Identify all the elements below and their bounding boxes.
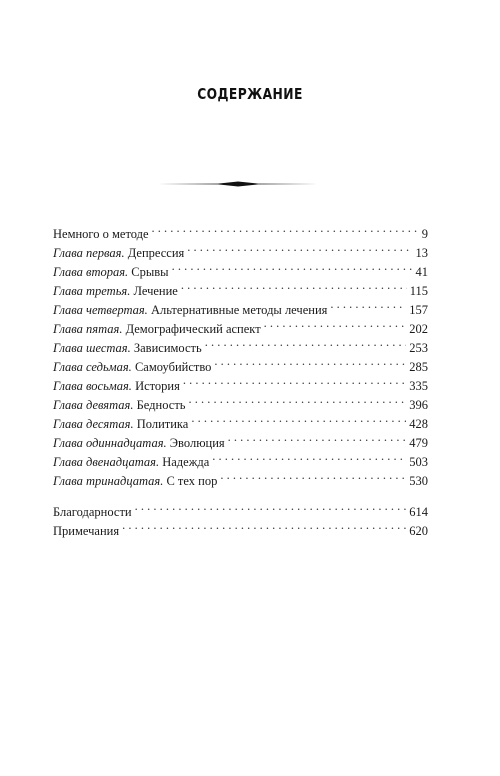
toc-entry-label bbox=[53, 415, 188, 434]
toc-leader-dots bbox=[181, 276, 407, 295]
toc-entry-label bbox=[53, 472, 217, 491]
toc-chapter-number: Глава шестая. bbox=[53, 341, 131, 355]
toc-chapter-title: С тех пор bbox=[166, 474, 218, 488]
toc-chapter-number: Глава пятая. bbox=[53, 322, 123, 336]
toc-chapter-title: Зависимость bbox=[133, 341, 202, 355]
toc-chapter-title: Лечение bbox=[133, 284, 178, 298]
toc-chapter-title: Депрессия bbox=[127, 246, 185, 260]
toc-page-number: 530 bbox=[409, 474, 428, 488]
toc-page-number: 202 bbox=[409, 322, 428, 336]
toc-chapter-title: История bbox=[135, 379, 180, 393]
toc-page-number: 479 bbox=[409, 436, 428, 450]
toc-entry-label bbox=[53, 339, 202, 358]
toc-leader-dots bbox=[264, 314, 407, 333]
toc-chapter-title: Эволюция bbox=[169, 436, 225, 450]
toc-entry-label bbox=[53, 503, 132, 522]
toc-entry-label bbox=[53, 396, 186, 415]
toc-leader-dots bbox=[212, 447, 406, 466]
toc-entry-label bbox=[53, 453, 209, 472]
toc-page-number: 157 bbox=[409, 303, 428, 317]
toc-leader-dots bbox=[187, 238, 412, 257]
toc-leader-dots bbox=[122, 516, 406, 535]
toc-leader-dots bbox=[152, 219, 419, 238]
toc-chapter-number: Глава первая. bbox=[53, 246, 125, 260]
toc-chapter-title: Политика bbox=[136, 417, 189, 431]
toc-leader-dots bbox=[330, 295, 406, 314]
ornament-divider bbox=[158, 178, 318, 190]
toc-leader-dots bbox=[189, 390, 407, 409]
toc-page-number: 614 bbox=[409, 505, 428, 519]
toc-page-number: 13 bbox=[415, 246, 428, 260]
toc-leader-dots bbox=[220, 466, 406, 485]
toc-chapter-number: Глава двенадцатая. bbox=[53, 455, 160, 469]
toc-chapter-number: Глава десятая. bbox=[53, 417, 134, 431]
toc-page-number: 9 bbox=[421, 227, 428, 241]
toc-page-number: 41 bbox=[415, 265, 428, 279]
toc-chapter-title: Срывы bbox=[131, 265, 169, 279]
toc-chapter-number: Глава тринадцатая. bbox=[53, 474, 164, 488]
toc-entry-label bbox=[53, 244, 184, 263]
toc-chapter-title: Надежда bbox=[162, 455, 210, 469]
toc-entry-label bbox=[53, 225, 149, 244]
toc-entry-label bbox=[53, 263, 169, 282]
toc-chapter-title: Альтернативные методы лечения bbox=[150, 303, 328, 317]
toc-leader-dots bbox=[183, 371, 406, 390]
toc-leader-dots bbox=[205, 333, 407, 352]
toc-chapter-title: Благодарности bbox=[53, 505, 132, 519]
toc-entry bbox=[53, 219, 428, 241]
toc-back-list bbox=[53, 497, 428, 538]
toc-leader-dots bbox=[172, 257, 413, 276]
toc-chapter-number: Глава седьмая. bbox=[53, 360, 132, 374]
toc-page-number: 428 bbox=[409, 417, 428, 431]
toc-page-number: 253 bbox=[409, 341, 428, 355]
toc-entry-label bbox=[53, 282, 178, 301]
toc-chapter-title: Демографический аспект bbox=[125, 322, 261, 336]
toc-chapter-number: Глава девятая. bbox=[53, 398, 134, 412]
toc-chapter-title: Бедность bbox=[136, 398, 186, 412]
toc-page-number: 620 bbox=[409, 524, 428, 538]
toc-entry bbox=[53, 497, 428, 519]
toc-leader-dots bbox=[214, 352, 406, 371]
toc-chapter-number: Глава вторая. bbox=[53, 265, 129, 279]
toc-chapter-number: Глава третья. bbox=[53, 284, 131, 298]
toc-entry-label bbox=[53, 434, 225, 453]
toc-chapter-title: Примечания bbox=[53, 524, 120, 538]
toc-chapter-number: Глава одиннадцатая. bbox=[53, 436, 167, 450]
toc-leader-dots bbox=[191, 409, 406, 428]
page-title: СОДЕРЖАНИЕ bbox=[197, 85, 303, 103]
toc-chapter-number: Глава восьмая. bbox=[53, 379, 132, 393]
toc-page-number: 115 bbox=[409, 284, 428, 298]
toc-chapter-number: Глава четвертая. bbox=[53, 303, 148, 317]
toc-page-number: 285 bbox=[409, 360, 428, 374]
toc-page-number: 335 bbox=[409, 379, 428, 393]
toc-leader-dots bbox=[135, 497, 407, 516]
toc-chapter-title: Немного о методе bbox=[53, 227, 149, 241]
toc-chapter-title: Самоубийство bbox=[134, 360, 212, 374]
toc-page-number: 503 bbox=[409, 455, 428, 469]
toc-entry-label bbox=[53, 377, 180, 396]
toc-entry-label bbox=[53, 522, 119, 541]
toc-main-list bbox=[53, 219, 428, 488]
toc-page-number: 396 bbox=[409, 398, 428, 412]
toc-leader-dots bbox=[228, 428, 407, 447]
